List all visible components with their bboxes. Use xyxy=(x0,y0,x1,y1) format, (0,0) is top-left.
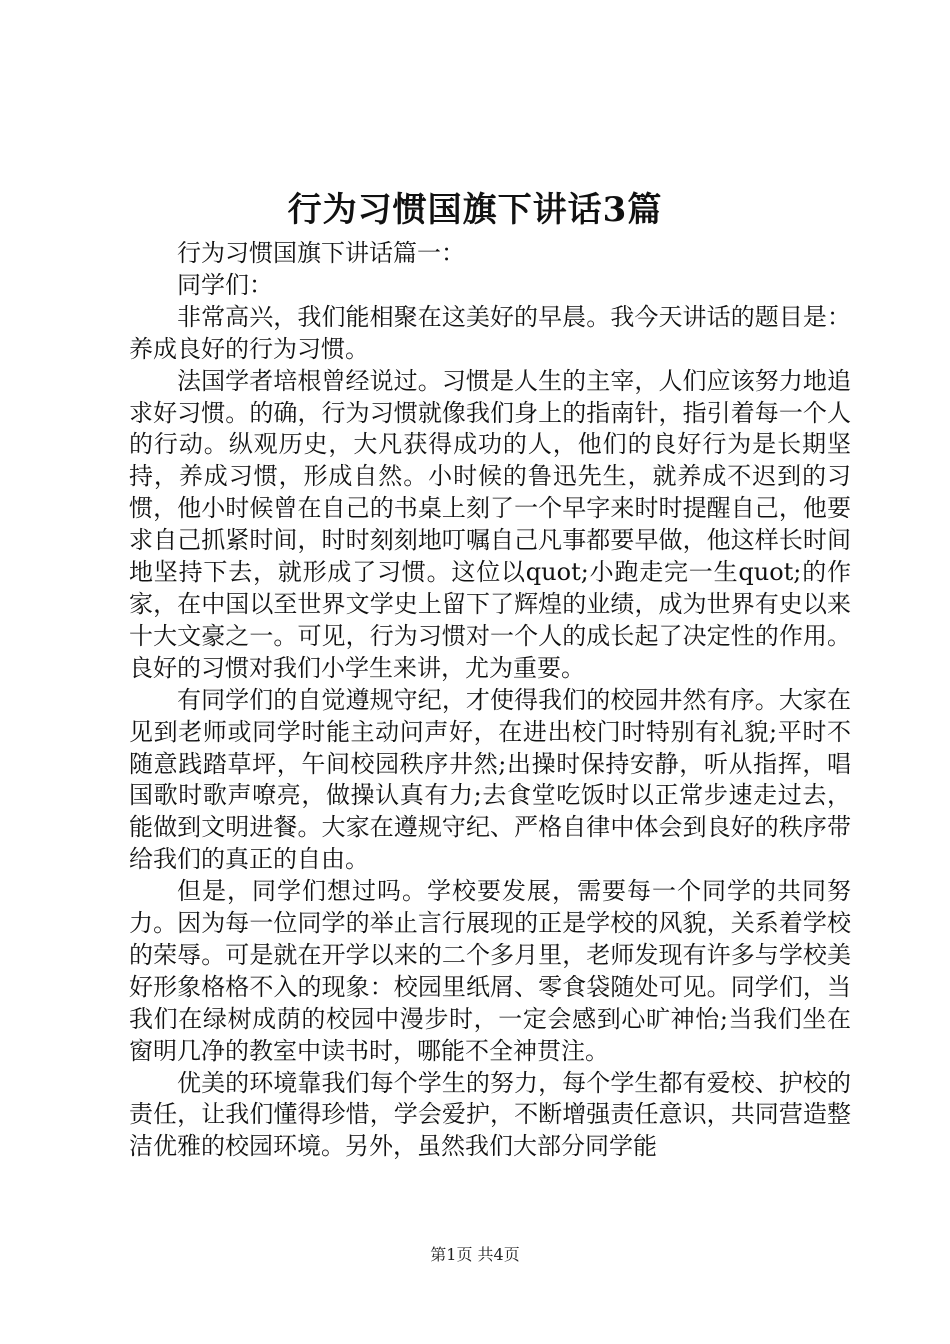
paragraph-heading: 行为习惯国旗下讲话篇一： xyxy=(177,239,465,267)
document-body xyxy=(129,238,851,1163)
paragraph-salutation: 同学们： xyxy=(177,270,273,299)
paragraph: 非常高兴，我们能相聚在这美好的早晨。我今天讲话的题目是：养成良好的行为习惯。 xyxy=(129,302,851,363)
page-footer: 第1页 共4页 xyxy=(430,1245,520,1264)
paragraph: 优美的环境靠我们每个学生的努力，每个学生都有爱校、护校的责任，让我们懂得珍惜，学会爱护，不断增强责任意识，共同营造整洁优雅的校园环境。另外，虽然我们大部分同学能 xyxy=(129,1068,851,1161)
paragraph: 但是，同学们想过吗。学校要发展，需要每一个同学的共同努力。因为每一位同学的举止言行展现的正是学校的风貌，关系着学校的荣辱。可是就在开学以来的二个多月里，老师发现有许多与学校美好形象格格不入的现象：校园里纸屑、零食袋随处可见。同学们，当我们在绿树成荫的校园中漫步时，一定会感到心旷神怡;当我们坐在窗明几净的教室中读书时，哪能不全神贯注。 xyxy=(129,877,851,1065)
document-title: 行为习惯国旗下讲话3篇 xyxy=(287,190,663,230)
paragraph: 法国学者培根曾经说过。习惯是人生的主宰，人们应该努力地追求好习惯。的确，行为习惯就像我们身上的指南针，指引着每一个人的行动。纵观历史，大凡获得成功的人，他们的良好行为是长期坚持，养成习惯，形成自然。小时候的鲁迅先生，就养成不迟到的习惯，他小时候曾在自己的书桌上刻了一个早字来时时提醒自己，他要求自己抓紧时间，时时刻刻地叮嘱自己凡事都要早做，他这样长时间地坚持下去，就形成了习惯。这位以quot;小跑走完一生quot;的作家，在中国以至世界文学史上留下了辉煌的业绩，成为世界有史以来十大文豪之一。可见，行为习惯对一个人的成长起了决定性的作用。良好的习惯对我们小学生来讲，尤为重要。 xyxy=(129,366,851,682)
paragraph: 有同学们的自觉遵规守纪，才使得我们的校园井然有序。大家在见到老师或同学时能主动问声好，在进出校门时特别有礼貌;平时不随意践踏草坪，午间校园秩序井然;出操时保持安静，听从指挥，唱国歌时歌声嘹亮，做操认真有力;去食堂吃饭时以正常步速走过去，能做到文明进餐。大家在遵规守纪、严格自律中体会到良好的秩序带给我们的真正的自由。 xyxy=(129,685,851,874)
